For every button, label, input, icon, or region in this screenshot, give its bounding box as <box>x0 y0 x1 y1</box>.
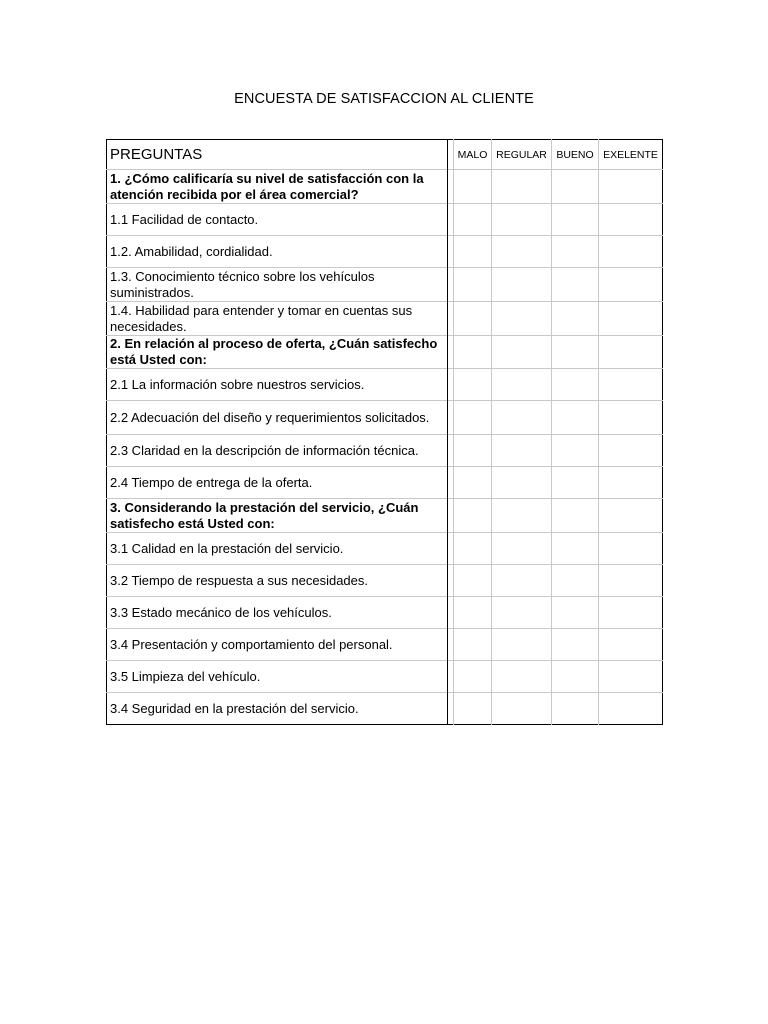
rating-cell-malo[interactable] <box>454 597 492 629</box>
question-row <box>107 236 663 268</box>
rating-cell-regular[interactable] <box>492 336 552 369</box>
rating-cell-regular[interactable] <box>492 499 552 533</box>
question-text: 1.1 Facilidad de contacto. <box>107 204 448 236</box>
question-text: 3.4 Presentación y comportamiento del personal. <box>107 629 448 661</box>
section-question-text: 3. Considerando la prestación del servicio, ¿Cuán satisfecho está Usted con: <box>107 499 448 533</box>
section-question-text: 1. ¿Cómo calificaría su nivel de satisfacción con la atención recibida por el área comercial? <box>107 170 448 204</box>
rating-cell-regular[interactable] <box>492 435 552 467</box>
rating-cell-bueno[interactable] <box>552 435 599 467</box>
rating-cell-bueno[interactable] <box>552 693 599 725</box>
rating-cell-bueno[interactable] <box>552 629 599 661</box>
rating-cell-malo[interactable] <box>454 302 492 336</box>
rating-cell-bueno[interactable] <box>552 268 599 302</box>
rating-cell-bueno[interactable] <box>552 597 599 629</box>
question-text: 3.4 Seguridad en la prestación del servicio. <box>107 693 448 725</box>
rating-cell-exelente[interactable] <box>599 693 663 725</box>
rating-cell-regular[interactable] <box>492 268 552 302</box>
rating-cell-exelente[interactable] <box>599 499 663 533</box>
rating-cell-regular[interactable] <box>492 467 552 499</box>
rating-cell-exelente[interactable] <box>599 629 663 661</box>
rating-cell-regular[interactable] <box>492 533 552 565</box>
rating-cell-exelente[interactable] <box>599 597 663 629</box>
rating-cell-bueno[interactable] <box>552 565 599 597</box>
rating-cell-exelente[interactable] <box>599 467 663 499</box>
rating-cell-regular[interactable] <box>492 204 552 236</box>
rating-cell-malo[interactable] <box>454 499 492 533</box>
question-row <box>107 204 663 236</box>
rating-cell-malo[interactable] <box>454 467 492 499</box>
rating-header-exelente: EXELENTE <box>603 148 658 161</box>
rating-cell-malo[interactable] <box>454 369 492 401</box>
question-row <box>107 597 663 629</box>
question-text: 1.3. Conocimiento técnico sobre los vehículos suministrados. <box>107 268 448 302</box>
rating-cell-bueno[interactable] <box>552 236 599 268</box>
rating-cell-exelente[interactable] <box>599 170 663 204</box>
rating-cell-bueno[interactable] <box>552 467 599 499</box>
survey-table <box>106 139 663 725</box>
section-question-row <box>107 499 663 533</box>
question-text: 3.3 Estado mecánico de los vehículos. <box>107 597 448 629</box>
rating-cell-malo[interactable] <box>454 170 492 204</box>
rating-header-malo: MALO <box>454 140 492 170</box>
rating-cell-exelente[interactable] <box>599 565 663 597</box>
rating-cell-regular[interactable] <box>492 565 552 597</box>
questions-column-header: PREGUNTAS <box>107 140 448 170</box>
rating-cell-exelente[interactable] <box>599 369 663 401</box>
rating-cell-bueno[interactable] <box>552 204 599 236</box>
rating-cell-malo[interactable] <box>454 629 492 661</box>
rating-cell-exelente[interactable] <box>599 302 663 336</box>
survey-title: ENCUESTA DE SATISFACCION AL CLIENTE <box>234 91 534 107</box>
rating-cell-regular[interactable] <box>492 597 552 629</box>
question-text: 1.4. Habilidad para entender y tomar en cuentas sus necesidades. <box>107 302 448 336</box>
rating-cell-malo[interactable] <box>454 401 492 435</box>
question-text: 2.3 Claridad en la descripción de información técnica. <box>107 435 448 467</box>
rating-cell-exelente[interactable] <box>599 268 663 302</box>
question-row <box>107 435 663 467</box>
rating-cell-bueno[interactable] <box>552 499 599 533</box>
question-text: 2.2 Adecuación del diseño y requerimientos solicitados. <box>107 401 448 435</box>
question-row <box>107 661 663 693</box>
section-question-row <box>107 170 663 204</box>
rating-cell-exelente[interactable] <box>599 204 663 236</box>
rating-cell-exelente[interactable] <box>599 401 663 435</box>
rating-cell-bueno[interactable] <box>552 401 599 435</box>
rating-cell-bueno[interactable] <box>552 336 599 369</box>
rating-cell-malo[interactable] <box>454 565 492 597</box>
question-row <box>107 369 663 401</box>
question-text: 1.2. Amabilidad, cordialidad. <box>107 236 448 268</box>
rating-cell-bueno[interactable] <box>552 369 599 401</box>
question-row <box>107 693 663 725</box>
rating-header-regular: REGULAR <box>492 140 552 170</box>
question-text: 3.1 Calidad en la prestación del servicio. <box>107 533 448 565</box>
rating-cell-malo[interactable] <box>454 661 492 693</box>
question-row <box>107 629 663 661</box>
rating-cell-malo[interactable] <box>454 336 492 369</box>
rating-cell-malo[interactable] <box>454 204 492 236</box>
rating-cell-regular[interactable] <box>492 170 552 204</box>
question-row <box>107 268 663 302</box>
rating-cell-exelente[interactable] <box>599 533 663 565</box>
rating-cell-exelente[interactable] <box>599 236 663 268</box>
rating-cell-bueno[interactable] <box>552 533 599 565</box>
question-row <box>107 302 663 336</box>
rating-cell-exelente[interactable] <box>599 661 663 693</box>
rating-cell-malo[interactable] <box>454 435 492 467</box>
section-question-text: 2. En relación al proceso de oferta, ¿Cuán satisfecho está Usted con: <box>107 336 448 369</box>
rating-header-bueno: BUENO <box>552 140 599 170</box>
rating-cell-regular[interactable] <box>492 661 552 693</box>
rating-cell-malo[interactable] <box>454 268 492 302</box>
rating-cell-regular[interactable] <box>492 401 552 435</box>
question-row <box>107 401 663 435</box>
rating-cell-regular[interactable] <box>492 693 552 725</box>
question-row <box>107 467 663 499</box>
rating-cell-bueno[interactable] <box>552 661 599 693</box>
question-text: 3.2 Tiempo de respuesta a sus necesidades. <box>107 565 448 597</box>
rating-cell-malo[interactable] <box>454 533 492 565</box>
question-row <box>107 533 663 565</box>
rating-cell-regular[interactable] <box>492 629 552 661</box>
rating-cell-regular[interactable] <box>492 369 552 401</box>
rating-cell-regular[interactable] <box>492 236 552 268</box>
rating-cell-exelente[interactable] <box>599 336 663 369</box>
question-row <box>107 565 663 597</box>
rating-cell-malo[interactable] <box>454 693 492 725</box>
rating-cell-exelente[interactable] <box>599 435 663 467</box>
rating-cell-malo[interactable] <box>454 236 492 268</box>
question-text: 3.5 Limpieza del vehículo. <box>107 661 448 693</box>
question-text: 2.1 La información sobre nuestros servicios. <box>107 369 448 401</box>
table-header-row <box>107 140 663 170</box>
rating-cell-regular[interactable] <box>492 302 552 336</box>
rating-cell-bueno[interactable] <box>552 170 599 204</box>
question-text: 2.4 Tiempo de entrega de la oferta. <box>107 467 448 499</box>
section-question-row <box>107 336 663 369</box>
rating-cell-bueno[interactable] <box>552 302 599 336</box>
